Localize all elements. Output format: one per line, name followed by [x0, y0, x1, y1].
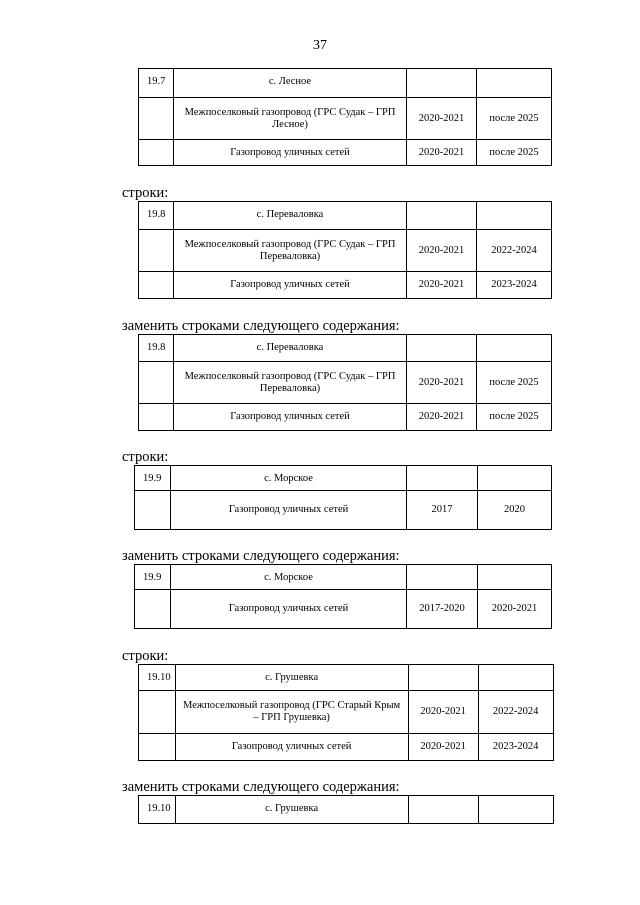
- row-number: [139, 140, 174, 166]
- object-name: Газопровод уличных сетей: [171, 590, 407, 629]
- completion-cell: [478, 565, 552, 590]
- section-heading: строки:: [122, 648, 169, 664]
- table-perevalovka-new: [138, 334, 552, 431]
- village-name: с. Переваловка: [174, 335, 407, 362]
- object-name: Межпоселковый газопровод (ГРС Судак – ГРП Переваловка): [174, 362, 407, 404]
- table-perevalovka-old: [138, 201, 552, 299]
- table-morskoe-old: [134, 465, 552, 530]
- row-number: [139, 404, 174, 431]
- period-cell: 2020-2021: [407, 404, 477, 431]
- table-row: [139, 665, 554, 691]
- village-name: с. Переваловка: [174, 202, 407, 230]
- object-name: Газопровод уличных сетей: [174, 140, 407, 166]
- completion-cell: [477, 69, 552, 98]
- village-name: с. Морское: [171, 565, 407, 590]
- table-row: [139, 335, 552, 362]
- row-number: [135, 590, 171, 629]
- village-name: с. Грушевка: [175, 665, 408, 691]
- object-name: Межпоселковый газопровод (ГРС Судак – ГРП Переваловка): [174, 230, 407, 272]
- period-cell: 2020-2021: [407, 98, 477, 140]
- period-cell: 2020-2021: [407, 230, 477, 272]
- table-lesnoe: [138, 68, 552, 166]
- completion-cell: [478, 796, 553, 824]
- table-row: [135, 565, 552, 590]
- completion-cell: после 2025: [477, 98, 552, 140]
- row-number: 19.7: [139, 69, 174, 98]
- section-heading: заменить строками следующего содержания:: [122, 779, 400, 795]
- table-row: [139, 691, 554, 734]
- row-number: 19.9: [135, 466, 171, 491]
- completion-cell: после 2025: [477, 404, 552, 431]
- table-row: [139, 140, 552, 166]
- period-cell: 2020-2021: [408, 691, 478, 734]
- row-number: 19.8: [139, 202, 174, 230]
- completion-cell: 2020-2021: [478, 590, 552, 629]
- completion-cell: 2023-2024: [477, 272, 552, 299]
- row-number: [139, 691, 176, 734]
- row-number: 19.10: [139, 796, 176, 824]
- period-cell: [407, 565, 478, 590]
- object-name: Газопровод уличных сетей: [174, 272, 407, 299]
- table-row: [139, 272, 552, 299]
- period-cell: [407, 466, 478, 491]
- table-row: [139, 230, 552, 272]
- table-row: [139, 796, 554, 824]
- table-morskoe-new: [134, 564, 552, 629]
- row-number: [139, 272, 174, 299]
- row-number: [139, 98, 174, 140]
- table-row: [139, 202, 552, 230]
- object-name: Межпоселковый газопровод (ГРС Старый Крым – ГРП Грушевка): [175, 691, 408, 734]
- completion-cell: [478, 665, 553, 691]
- row-number: 19.8: [139, 335, 174, 362]
- completion-cell: [478, 466, 552, 491]
- period-cell: 2020-2021: [407, 362, 477, 404]
- table-row: [139, 404, 552, 431]
- period-cell: [408, 796, 478, 824]
- period-cell: 2017: [407, 491, 478, 530]
- table-grushevka-old: [138, 664, 554, 761]
- object-name: Межпоселковый газопровод (ГРС Судак – ГРП Лесное): [174, 98, 407, 140]
- row-number: [139, 362, 174, 404]
- row-number: 19.9: [135, 565, 171, 590]
- completion-cell: после 2025: [477, 140, 552, 166]
- completion-cell: 2020: [478, 491, 552, 530]
- section-heading: строки:: [122, 449, 169, 465]
- period-cell: [408, 665, 478, 691]
- section-heading: заменить строками следующего содержания:: [122, 318, 400, 334]
- period-cell: 2017-2020: [407, 590, 478, 629]
- table-row: [139, 98, 552, 140]
- row-number: [135, 491, 171, 530]
- village-name: с. Морское: [171, 466, 407, 491]
- table-row: [139, 734, 554, 761]
- village-name: с. Грушевка: [175, 796, 408, 824]
- completion-cell: 2023-2024: [478, 734, 553, 761]
- object-name: Газопровод уличных сетей: [175, 734, 408, 761]
- row-number: [139, 230, 174, 272]
- section-heading: заменить строками следующего содержания:: [122, 548, 400, 564]
- period-cell: [407, 335, 477, 362]
- period-cell: 2020-2021: [408, 734, 478, 761]
- period-cell: 2020-2021: [407, 272, 477, 299]
- object-name: Газопровод уличных сетей: [171, 491, 407, 530]
- village-name: с. Лесное: [174, 69, 407, 98]
- table-row: [135, 466, 552, 491]
- row-number: [139, 734, 176, 761]
- period-cell: [407, 202, 477, 230]
- table-row: [139, 69, 552, 98]
- period-cell: [407, 69, 477, 98]
- page-number: 37: [313, 38, 327, 53]
- completion-cell: после 2025: [477, 362, 552, 404]
- period-cell: 2020-2021: [407, 140, 477, 166]
- completion-cell: [477, 202, 552, 230]
- table-grushevka-new: [138, 795, 554, 824]
- completion-cell: 2022-2024: [478, 691, 553, 734]
- section-heading: строки:: [122, 185, 169, 201]
- table-row: [135, 491, 552, 530]
- object-name: Газопровод уличных сетей: [174, 404, 407, 431]
- table-row: [135, 590, 552, 629]
- completion-cell: 2022-2024: [477, 230, 552, 272]
- table-row: [139, 362, 552, 404]
- row-number: 19.10: [139, 665, 176, 691]
- completion-cell: [477, 335, 552, 362]
